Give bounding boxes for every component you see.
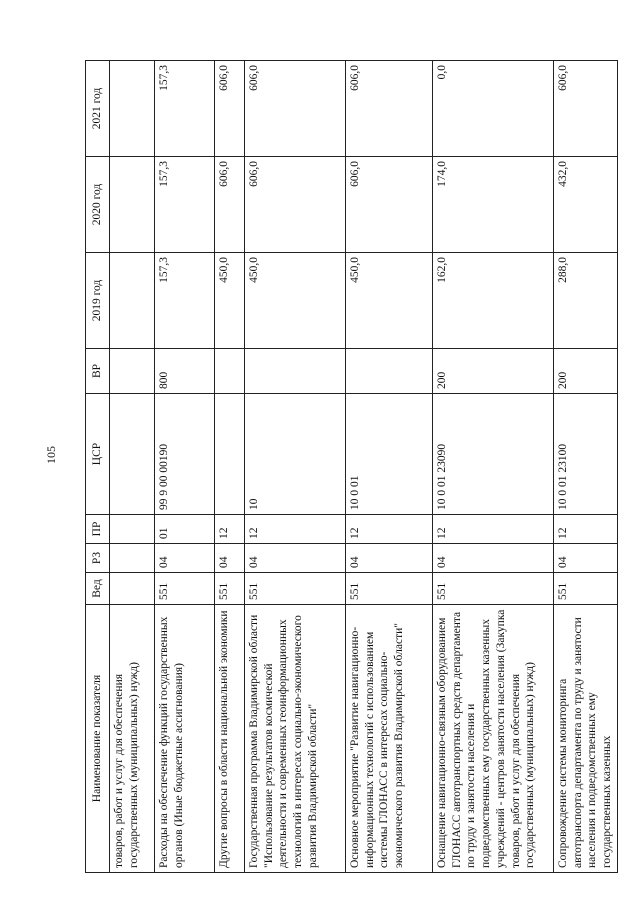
cell-2021: 606,0 xyxy=(215,61,245,157)
budget-table xyxy=(85,60,618,873)
cell-csr xyxy=(215,394,245,515)
page-number: 105 xyxy=(43,446,58,464)
table-container xyxy=(85,61,614,873)
cell-vr: 200 xyxy=(554,349,618,394)
table-row xyxy=(110,61,155,873)
cell-rz: 04 xyxy=(433,544,554,573)
rotated-page-content xyxy=(85,61,614,873)
cell-ved: 551 xyxy=(554,573,618,605)
cell-pr: 12 xyxy=(245,515,346,544)
header-2021: 2021 год xyxy=(86,61,110,157)
cell-2020: 606,0 xyxy=(215,157,245,253)
header-vr: ВР xyxy=(86,349,110,394)
cell-name: Расходы на обеспечение функций государственных органов (Иные бюджетные ассигнования) xyxy=(155,605,215,873)
cell-ved xyxy=(110,573,155,605)
cell-csr: 10 0 01 23090 xyxy=(433,394,554,515)
table-row xyxy=(433,61,554,873)
cell-2020: 606,0 xyxy=(245,157,346,253)
cell-pr: 12 xyxy=(215,515,245,544)
cell-2019: 162,0 xyxy=(433,253,554,349)
cell-ved: 551 xyxy=(346,573,433,605)
header-ved: Вед xyxy=(86,573,110,605)
cell-vr: 200 xyxy=(433,349,554,394)
cell-name: Сопровождение системы мониторинга автотранспорта департамента по труду и занятости населения и подведомственных ему государственных казенных xyxy=(554,605,618,873)
table-row xyxy=(215,61,245,873)
cell-2019: 157,3 xyxy=(155,253,215,349)
cell-2019: 288,0 xyxy=(554,253,618,349)
cell-vr xyxy=(245,349,346,394)
cell-2021 xyxy=(110,61,155,157)
cell-2021: 157,3 xyxy=(155,61,215,157)
cell-vr: 800 xyxy=(155,349,215,394)
cell-vr xyxy=(346,349,433,394)
table-header-row xyxy=(86,61,110,873)
cell-ved: 551 xyxy=(215,573,245,605)
cell-ved: 551 xyxy=(433,573,554,605)
cell-2021: 606,0 xyxy=(245,61,346,157)
cell-vr xyxy=(110,349,155,394)
cell-csr: 99 9 00 00190 xyxy=(155,394,215,515)
cell-2019 xyxy=(110,253,155,349)
cell-name: Другие вопросы в области национальной экономики xyxy=(215,605,245,873)
cell-name: товаров, работ и услуг для обеспечения государственных (муниципальных) нужд) xyxy=(110,605,155,873)
header-2020: 2020 год xyxy=(86,157,110,253)
cell-csr: 10 xyxy=(245,394,346,515)
cell-csr: 10 0 01 xyxy=(346,394,433,515)
cell-rz: 04 xyxy=(155,544,215,573)
header-csr: ЦСР xyxy=(86,394,110,515)
cell-ved: 551 xyxy=(245,573,346,605)
table-row xyxy=(554,61,618,873)
header-2019: 2019 год xyxy=(86,253,110,349)
cell-pr: 12 xyxy=(433,515,554,544)
table-row xyxy=(346,61,433,873)
cell-pr: 01 xyxy=(155,515,215,544)
cell-csr xyxy=(110,394,155,515)
cell-csr: 10 0 01 23100 xyxy=(554,394,618,515)
table-row xyxy=(155,61,215,873)
cell-rz: 04 xyxy=(245,544,346,573)
cell-2020: 432,0 xyxy=(554,157,618,253)
cell-ved: 551 xyxy=(155,573,215,605)
cell-2020 xyxy=(110,157,155,253)
cell-name: Основное мероприятие "Развитие навигационно-информационных технологий с использованием системы ГЛОНАСС в интересах социально-экономического развития Владимирской области" xyxy=(346,605,433,873)
cell-2019: 450,0 xyxy=(215,253,245,349)
cell-2021: 0,0 xyxy=(433,61,554,157)
cell-name: Государственная программа Владимирской области "Использование результатов космической деятельности и современных геоинформационных технологий в интересах социально-экономического развития Владимирской области" xyxy=(245,605,346,873)
header-rz: РЗ xyxy=(86,544,110,573)
cell-2021: 606,0 xyxy=(346,61,433,157)
cell-2020: 174,0 xyxy=(433,157,554,253)
cell-2019: 450,0 xyxy=(346,253,433,349)
cell-pr: 12 xyxy=(346,515,433,544)
cell-rz: 04 xyxy=(346,544,433,573)
cell-vr xyxy=(215,349,245,394)
header-name: Наименование показателя xyxy=(86,605,110,873)
cell-name: Оснащение навигационно-связным оборудованием ГЛОНАСС автотранспортных средств департамента по труду и занятости населения и подведомственных ему государственных казенных учреждений - центров занятости населения (Закупка товаров, работ и услуг для обеспечения государственных (муниципальных) нужд) xyxy=(433,605,554,873)
cell-rz: 04 xyxy=(554,544,618,573)
cell-pr: 12 xyxy=(554,515,618,544)
cell-pr xyxy=(110,515,155,544)
table-row xyxy=(245,61,346,873)
cell-rz: 04 xyxy=(215,544,245,573)
cell-2021: 606,0 xyxy=(554,61,618,157)
cell-2019: 450,0 xyxy=(245,253,346,349)
cell-2020: 606,0 xyxy=(346,157,433,253)
header-pr: ПР xyxy=(86,515,110,544)
cell-rz xyxy=(110,544,155,573)
cell-2020: 157,3 xyxy=(155,157,215,253)
